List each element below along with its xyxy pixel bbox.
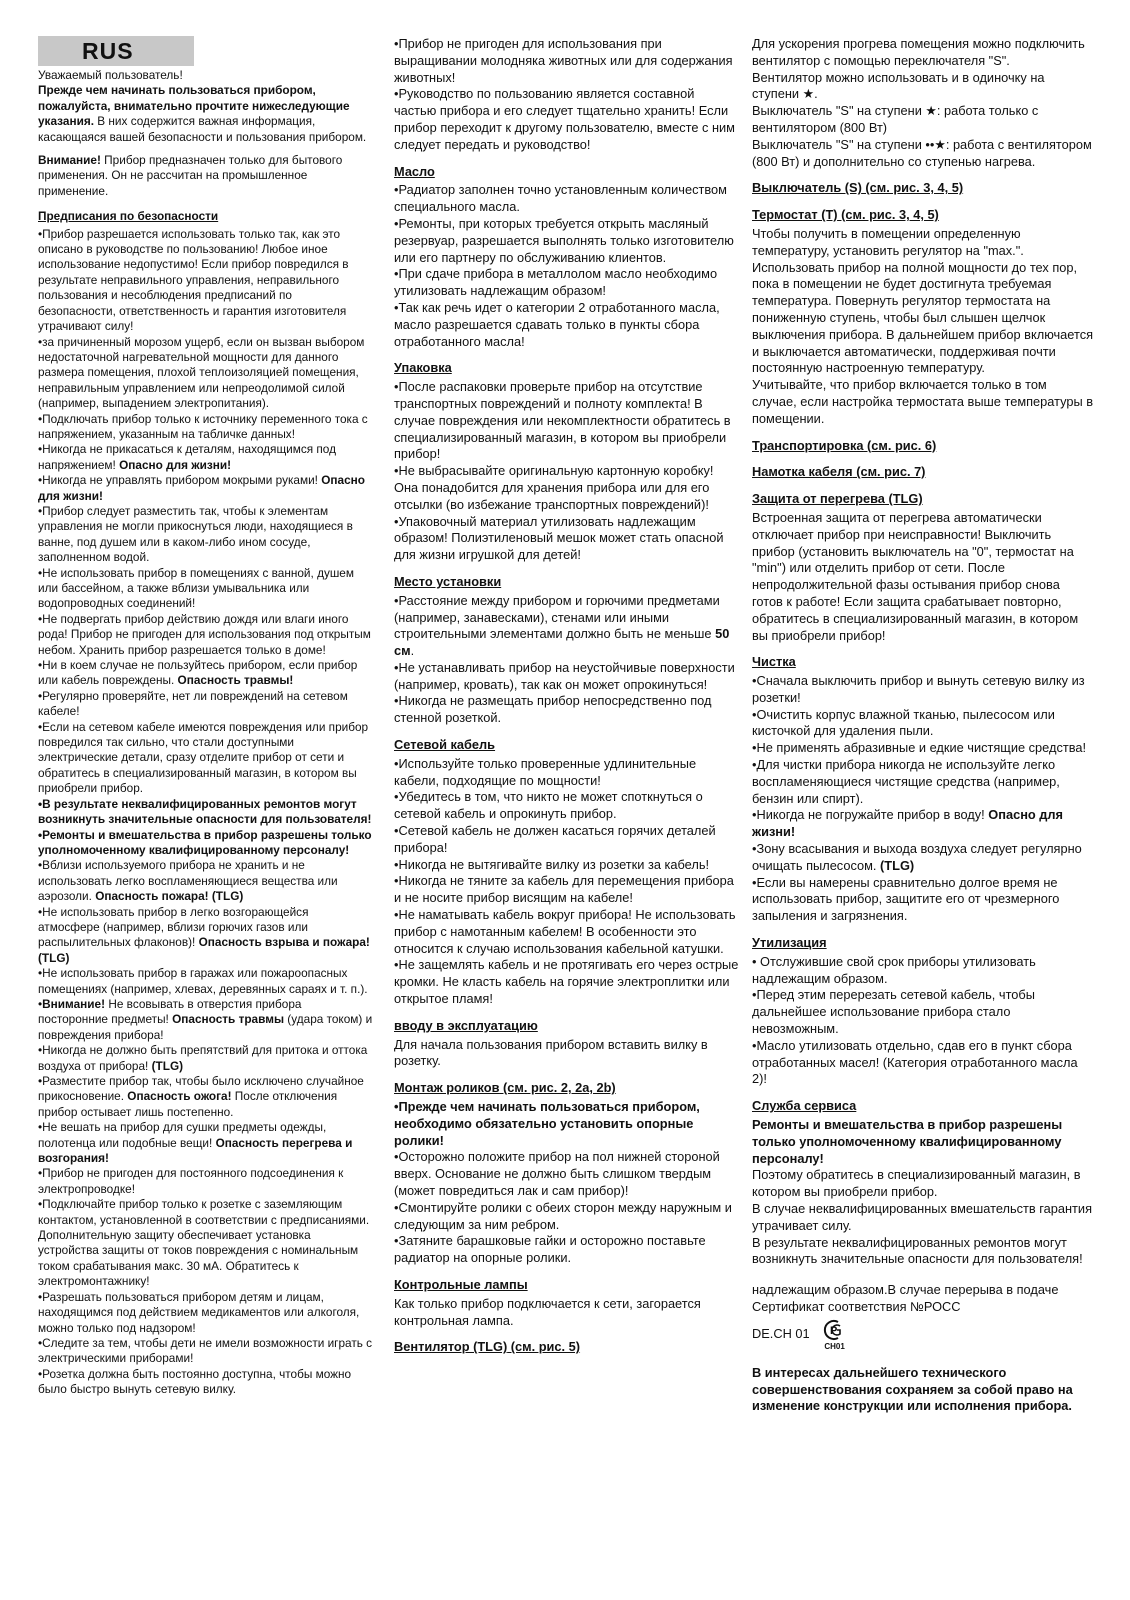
disclaimer: В интересах дальнейшего технического совершенствования сохраняем за собой право на изменение конструкции или исполнения прибора. <box>752 1364 1073 1414</box>
service-item: В случае неквалифицированных вмешательств гарантия утрачивает силу. <box>752 1201 1092 1233</box>
cable-heading: Сетевой кабель <box>394 737 496 753</box>
cable-item: •Используйте только проверенные удлинительные кабели, подходящие по мощности! <box>394 755 697 788</box>
cable-item: •Не защемлять кабель и не протягивать его через острые кромки. Не класть кабель на горячие электроплитки или открытое пламя! <box>394 957 739 1007</box>
packaging-item: •После распаковки проверьте прибор на отсутствие транспортных повреждений и полноту комплекта! В случае повреждения или некомплектности обратитесь в специализированный магазин, в котором вы приобрели прибор! <box>394 379 731 462</box>
greeting: Уважаемый пользователь! <box>38 68 183 82</box>
service-item: В результате неквалифицированных ремонтов могут возникнуть значительные опасности для пользователя! <box>752 1234 1083 1267</box>
lamps-heading: Контрольные лампы <box>394 1276 528 1292</box>
overheat-text: Встроенная защита от перегрева автоматически отключает прибор при неисправности! Выключить прибор (установить выключатель на "0", термостат на "min") или отделить прибор от сети. После непродолжительной фазы остывания прибор снова готов к работе! Если защита срабатывает повторно, обратитесь в специализированный магазин, в котором вы приобрели прибор! <box>752 509 1079 643</box>
disposal-heading: Утилизация <box>752 935 827 951</box>
safety-rule: •Если на сетевом кабеле имеются повреждения или прибор повредился так сильно, что стали доступными электрические детали, сразу отделите прибор от сети и обратитесь в специализированный магазин, в котором вы приобрели прибор. <box>38 719 369 796</box>
safety-rule: •Вблизи используемого прибора не хранить и не использовать легко воспламеняющиеся вещества или аэрозоли. Опасность пожара! (TLG) <box>38 858 338 904</box>
disposal-item: • Отслужившие свой срок приборы утилизовать надлежащим образом. <box>752 953 1036 986</box>
wheels-item: •Осторожно положите прибор на пол нижней стороной вверх. Основание не должно быть слишком твердым (может повредиться лак и сам прибор)! <box>394 1149 720 1198</box>
safety-rule: •Внимание! Не всовывать в отверстия прибора посторонние предметы! Опасность травмы (удара током) и повреждения прибора! <box>38 996 373 1042</box>
svg-text:P: P <box>829 1324 837 1337</box>
placement-heading: Место установки <box>394 573 502 589</box>
startup-heading: вводу в эксплуатацию <box>394 1017 538 1033</box>
safety-rule: •Разместите прибор так, чтобы было исключено случайное прикосновение. Опасность ожога! После отключения прибор остывает лишь постепенно. <box>38 1074 364 1119</box>
intro-paragraph: Прежде чем начинать пользоваться прибором, пожалуйста, внимательно прочтите нижеследующие указания. В них содержится важная информация, касающаяся вашей безопасности и пользования прибором. <box>38 83 367 144</box>
safety-rule: Дополнительную защиту обеспечивает установка устройства защиты от токов повреждения с номинальным током срабатывания макс. 30 мА. Обратитесь к электромонтажнику! <box>38 1228 359 1289</box>
safety-rule: •Не вешать на прибор для сушки предметы одежды, полотенца или подобные вещи! Опасность перегрева и возгорания! <box>38 1120 353 1166</box>
fan-text: Выключатель "S" на ступени ••★: работа с вентилятором (800 Вт) и дополнительно со ступенью нагрева. <box>752 136 1092 169</box>
safety-rule: •Прибор не пригоден для постоянного подсоединения к электропроводке! <box>38 1166 344 1196</box>
safety-rule: •Подключайте прибор только к розетке с заземляющим контактом, установленной в соответствии с предписаниями. <box>38 1197 370 1227</box>
thermostat-text: Чтобы получить в помещении определенную температуру, установить регулятор на "max.". Использовать прибор на полной мощности до тех пор, пока в помещении не будет достигнута требуемая температура. Повернуть регулятор термостата на пониженную ступень, чтобы был слышен щелчок выключения прибора. В дальнейшем прибор включается и выключается автоматически, поддерживая почти постоянную настроенную температуру. <box>752 225 1094 376</box>
safety-rule: •В результате неквалифицированных ремонтов могут возникнуть значительные опасности для пользователя! <box>38 796 372 827</box>
placement-item: •Расстояние между прибором и горючими предметами (например, занавесками), стенами или иными строительными элементами должно быть не меньше 50 см. <box>394 592 730 659</box>
safety-rule: •Руководство по пользованию является составной частью прибора и его следует тщательно хранить! Если прибор переходит к другому пользователю, вместе с ним следует передать и руководство! <box>394 86 735 152</box>
certificate-code: DE.CH 01 <box>752 1325 810 1341</box>
oil-item: •Ремонты, при которых требуется открыть масляный резервуар, разрешается выполнять только изготовителю или его партнеру по обслуживанию клиентов. <box>394 215 734 265</box>
column-2 <box>394 36 739 1358</box>
thermostat-text: Учитывайте, что прибор включается только в том случае, если настройка термостата выше температуры в помещении. <box>752 377 1094 426</box>
safety-rule: •Регулярно проверяйте, нет ли повреждений на сетевом кабеле! <box>38 688 348 719</box>
placement-item: •Никогда не размещать прибор непосредственно под стенной розеткой. <box>394 693 712 726</box>
cable-item: •Убедитесь в том, что никто не может споткнуться о сетевой кабель и опрокинуть прибор. <box>394 789 703 822</box>
transport-heading: Транспортировка (см. рис. 6) <box>752 437 937 453</box>
attention-paragraph: Внимание! Прибор предназначен только для бытового применения. Он не рассчитан на промышленное применение. <box>38 153 343 198</box>
wheels-heading: Монтаж роликов (см. рис. 2, 2a, 2b) <box>394 1080 616 1096</box>
language-tag: RUS <box>38 36 194 66</box>
cleaning-item: •Если вы намерены сравнительно долгое время не использовать прибор, защитите его от чрезмерного запыления и загрязнения. <box>752 874 1060 924</box>
cleaning-item: •Не применять абразивные и едкие чистящие средства! <box>752 740 1087 756</box>
disposal-item: •Масло утилизовать отдельно, сдав его в пункт сбора отработанных масел! (Категория отработанного масла 2)! <box>752 1037 1078 1087</box>
cleaning-item: •Сначала выключить прибор и вынуть сетевую вилку из розетки! <box>752 673 1085 705</box>
safety-rule: •Ремонты и вмешательства в прибор разрешены только уполномоченному квалифицированному персоналу! <box>38 827 372 857</box>
cable-winding-heading: Намотка кабеля (см. рис. 7) <box>752 464 926 480</box>
oil-item: •Радиатор заполнен точно установленным количеством специального масла. <box>394 182 727 215</box>
overheat-heading: Защита от перегрева (TLG) <box>752 491 923 507</box>
cable-item: •Никогда не вытягивайте вилку из розетки за кабель! <box>394 856 710 872</box>
switch-heading: Выключатель (S) (см. рис. 3, 4, 5) <box>752 180 964 196</box>
lamps-text: Как только прибор подключается к сети, загорается контрольная лампа. <box>394 1295 701 1328</box>
safety-rule: •Никогда не прикасаться к деталям, находящимся под напряжением! Опасно для жизни! <box>38 442 336 472</box>
wheels-item: •Прежде чем начинать пользоваться прибором, необходимо обязательно установить опорные ролики! <box>394 1099 700 1148</box>
safety-rule: •Следите за тем, чтобы дети не имели возможности играть с электрическими приборами! <box>38 1335 373 1366</box>
safety-rule: •Никогда не управлять прибором мокрыми руками! Опасно для жизни! <box>38 473 365 503</box>
cleaning-item: •Никогда не погружайте прибор в воду! Опасно для жизни! <box>752 807 1064 840</box>
startup-text: Для начала пользования прибором вставить вилку в розетку. <box>394 1036 708 1069</box>
service-item: Ремонты и вмешательства в прибор разрешены только уполномоченному квалифицированному персоналу! <box>752 1117 1063 1166</box>
packaging-heading: Упаковка <box>394 360 452 376</box>
oil-item: •Так как речь идет о категории 2 отработанного масла, масло разрешается сдавать только в пункты сбора отработанного масла! <box>394 299 720 349</box>
safety-rule: •Не использовать прибор в помещениях с ванной, душем или бассейном, а также вблизи умывальника или водопроводных соединений! <box>38 565 354 611</box>
placement-item: •Не устанавливать прибор на неустойчивые поверхности (например, кровать), так как он может опрокинуться! <box>394 659 735 692</box>
safety-rule: •Подключать прибор только к источнику переменного тока с напряжением, указанным на табличке данных! <box>38 411 368 441</box>
safety-heading: Предписания по безопасности <box>38 209 219 224</box>
disposal-item: •Перед этим перерезать сетевой кабель, чтобы дальнейшее использование прибора стало невозможным. <box>752 987 1035 1037</box>
fan-heading: Вентилятор (TLG) (см. рис. 5) <box>394 1339 581 1355</box>
safety-rule: •Не подвергать прибор действию дождя или влаги иного рода! Прибор не пригоден для использования под открытым небом. Хранить прибор разрешается только в доме! <box>38 611 371 657</box>
certificate-text: надлежащим образом.В случае перерыва в подаче Сертификат соответствия №РОСС <box>752 1282 1059 1314</box>
wheels-item: •Смонтируйте ролики с обеих сторон между наружным и следующим за ним ребром. <box>394 1199 732 1232</box>
certificate-row <box>752 1318 1094 1351</box>
cable-item: •Никогда не тяните за кабель для перемещения прибора и не носите прибор висящим на кабеле! <box>394 873 734 906</box>
service-heading: Служба сервиса <box>752 1098 857 1114</box>
cable-item: •Сетевой кабель не должен касаться горячих деталей прибора! <box>394 823 716 855</box>
wheels-item: •Затяните барашковые гайки и осторожно поставьте радиатор на опорные ролики. <box>394 1233 706 1266</box>
safety-rule: •Прибор следует разместить так, чтобы к элементам управления не могли прикоснуться люди, находящиеся в ванне, под душем или в каком-либо ином сосуде, заполненном водой. <box>38 503 353 565</box>
oil-heading: Масло <box>394 163 435 179</box>
packaging-item: •Не выбрасывайте оригинальную картонную коробку! Она понадобится для хранения прибора или для его отсылки (во избежание транспортных повреждений)! <box>394 463 714 512</box>
safety-rule: •Разрешать пользоваться прибором детям и лицам, находящимся под действием медикаментов или алкоголя, можно только под надзором! <box>38 1289 360 1335</box>
cleaning-item: •Для чистки прибора никогда не используйте легко воспламеняющиеся чистящие средства (например, бензин или спирт). <box>752 757 1060 806</box>
fan-text: Выключатель "S" на ступени ★: работа только с вентилятором (800 Вт) <box>752 103 1039 135</box>
certification-logo-icon: P CH01 <box>822 1318 848 1351</box>
packaging-item: •Упаковочный материал утилизовать надлежащим образом! Полиэтиленовый мешок может стать опасной для жизни игрушкой для детей! <box>394 513 724 563</box>
cleaning-heading: Чистка <box>752 654 796 670</box>
column-1 <box>38 36 373 1398</box>
safety-rule: •Никогда не должно быть препятствий для притока и оттока воздуха от прибора! (TLG) <box>38 1043 368 1073</box>
cleaning-item: •Зону всасывания и выхода воздуха следует регулярно очищать пылесосом. (TLG) <box>752 841 1082 873</box>
fan-text: Вентилятор можно использовать и в одиночку на ступени ★. <box>752 69 1045 102</box>
safety-rule: •Прибор не пригоден для использования при выращивании молодняка животных или для содержания животных! <box>394 36 733 85</box>
safety-rule: •Не использовать прибор в легко возгорающейся атмосфере (например, вблизи горючих газов или распылительных флаконов)! Опасность взрыва и пожара! (TLG) <box>38 904 370 965</box>
cable-item: •Не наматывать кабель вокруг прибора! Не использовать прибор с намотанным кабелем! В особенности это относится к случаю использования кабельной катушки. <box>394 907 736 956</box>
safety-rule: •Розетка должна быть постоянно доступна, чтобы можно было быстро вынуть сетевую вилку. <box>38 1366 352 1397</box>
safety-rule: •Не использовать прибор в гаражах или пожароопасных помещениях (например, хлевах, деревянных сараях и т. п.). <box>38 966 368 996</box>
safety-rule: •Прибор разрешается использовать только так, как это описано в руководстве по пользованию! Любое иное использование недопустимо! Если прибор повредился в результате неправильного управления, неправильного пользования и несоблюдения предписаний по безопасности, ответственность и гарантия изготовителя утрачивают силу! <box>38 226 349 334</box>
column-3 <box>752 36 1094 1415</box>
thermostat-heading: Термостат (T) (см. рис. 3, 4, 5) <box>752 207 939 223</box>
safety-rule: •Ни в коем случае не пользуйтесь прибором, если прибор или кабель повреждены. Опасность травмы! <box>38 658 358 688</box>
service-item: Поэтому обратитесь в специализированный магазин, в котором вы приобрели прибор. <box>752 1167 1081 1200</box>
fan-text: Для ускорения прогрева помещения можно подключить вентилятор с помощью переключателя "S". <box>752 36 1085 68</box>
safety-rule: •за причиненный морозом ущерб, если он вызван выбором недостаточной нагревательной мощности для данного размера помещения, плохой теплоизоляцией помещения, неправильным управлением или непреодолимой силой (например, выпадением электропитания). <box>38 334 365 411</box>
oil-item: •При сдаче прибора в металлолом масло необходимо утилизовать надлежащим образом! <box>394 266 718 299</box>
cleaning-item: •Очистить корпус влажной тканью, пылесосом или кисточкой для удаления пыли. <box>752 706 1055 739</box>
